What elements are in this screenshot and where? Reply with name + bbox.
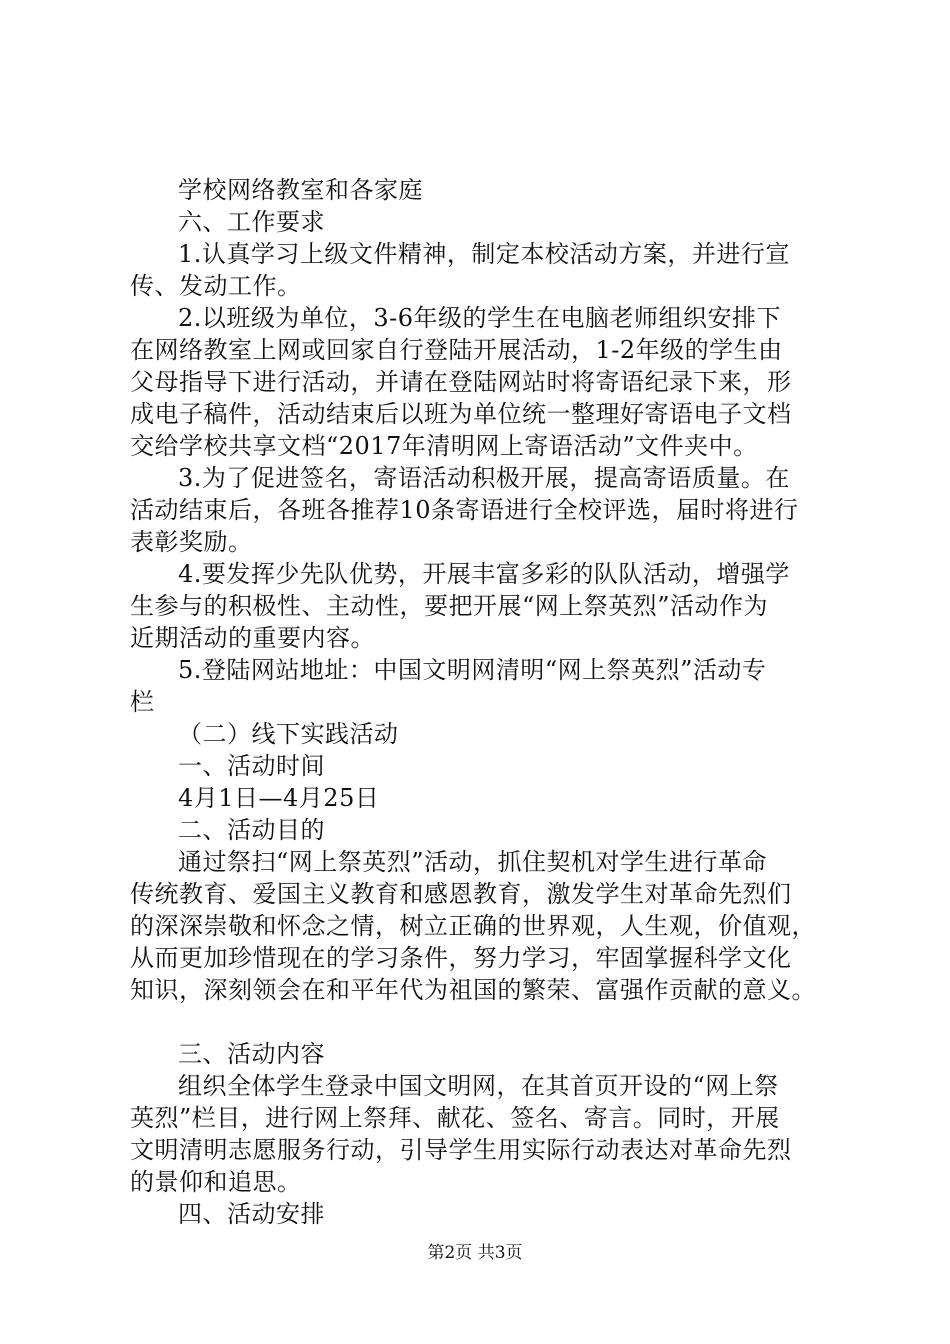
text-line: 栏 (130, 688, 155, 716)
text-line: 组织全体学生登录中国文明网，在其首页开设的“网上祭 (178, 1072, 779, 1100)
text-line: 传统教育、爱国主义教育和感恩教育，激发学生对革命先烈们 (130, 880, 792, 908)
section-heading: 四、活动安排 (178, 1200, 325, 1228)
section-heading: 一、活动时间 (178, 752, 325, 780)
text-line: 文明清明志愿服务行动，引导学生用实际行动表达对革命先烈 (130, 1136, 792, 1164)
text-line: 的景仰和追思。 (130, 1168, 302, 1196)
text-line: 知识，深刻领会在和平年代为祖国的繁荣、富强作贡献的意义。 (130, 976, 816, 1004)
text-line: 通过祭扫“网上祭英烈”活动，抓住契机对学生进行革命 (178, 848, 768, 876)
section-heading: 六、工作要求 (178, 208, 325, 236)
text-line: 在网络教室上网或回家自行登陆开展活动，1-2年级的学生由 (130, 336, 783, 364)
text-line: 的深深崇敬和怀念之情，树立正确的世界观，人生观，价值观， (130, 912, 816, 940)
text-line: 4月1日—4月25日 (178, 784, 380, 812)
section-heading: 二、活动目的 (178, 816, 325, 844)
section-heading: （二）线下实践活动 (178, 720, 399, 748)
text-line: 1.认真学习上级文件精神，制定本校活动方案，并进行宣 (178, 240, 790, 268)
section-heading: 三、活动内容 (178, 1040, 325, 1068)
text-line: 2.以班级为单位，3-6年级的学生在电脑老师组织安排下 (178, 304, 782, 332)
text-line: 交给学校共享文档“2017年清明网上寄语活动”文件夹中。 (130, 432, 758, 460)
text-line: 生参与的积极性、主动性，要把开展“网上祭英烈”活动作为 (130, 592, 769, 620)
text-line: 5.登陆网站地址：中国文明网清明“网上祭英烈”活动专 (178, 656, 767, 684)
text-line: 近期活动的重要内容。 (130, 624, 375, 652)
text-line: 成电子稿件，活动结束后以班为单位统一整理好寄语电子文档 (130, 400, 792, 428)
text-line: 4.要发挥少先队优势，开展丰富多彩的队队活动，增强学 (178, 560, 790, 588)
text-line: 3.为了促进签名，寄语活动积极开展，提高寄语质量。在 (178, 464, 790, 492)
text-line: 活动结束后，各班各推荐10条寄语进行全校评选，届时将进行 (130, 496, 799, 524)
text-line: 父母指导下进行活动，并请在登陆网站时将寄语纪录下来，形 (130, 368, 792, 396)
text-line: 表彰奖励。 (130, 528, 253, 556)
page-footer: 第2页 共3页 (427, 1243, 523, 1263)
text-line: 学校网络教室和各家庭 (178, 176, 423, 204)
text-line: 英烈”栏目，进行网上祭拜、献花、签名、寄言。同时，开展 (130, 1104, 780, 1132)
text-line: 传、发动工作。 (130, 272, 302, 300)
text-line: 从而更加珍惜现在的学习条件，努力学习，牢固掌握科学文化 (130, 944, 792, 972)
